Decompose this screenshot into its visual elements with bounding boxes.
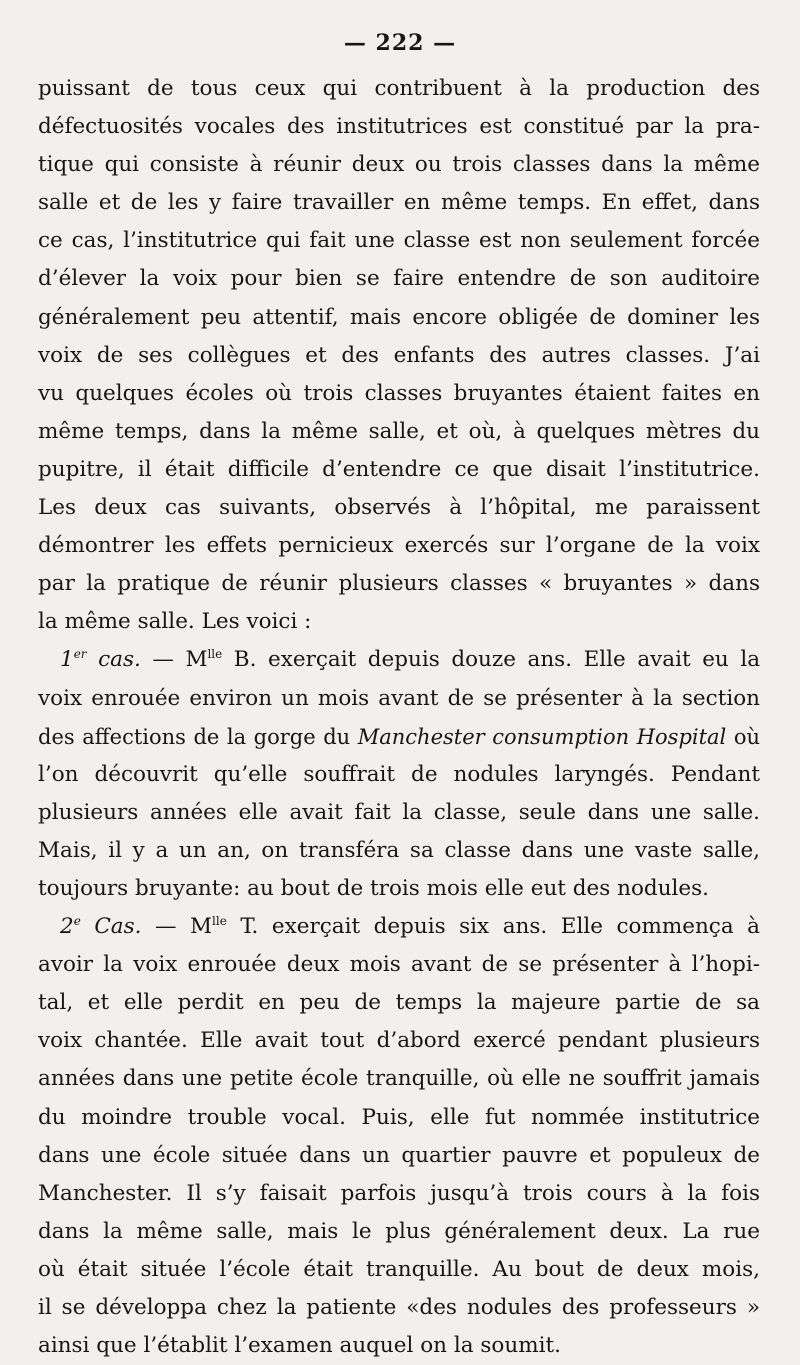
hospital-name: Manchester consumption Hospital [357, 724, 727, 749]
text-line: la même salle. Les voici : [38, 609, 312, 635]
text-line: ainsi que l’établit l’examen auquel on la soumit. [38, 1333, 561, 1359]
case-1-label [60, 647, 141, 672]
text-line: démontrer les effets pernicieux exercés sur l’organe de la voix [38, 533, 760, 559]
text-line: avoir la voix enrouée deux mois avant de se présenter à l’hopi- [38, 952, 760, 978]
text-line: salle et de les y faire travailler en même temps. En effet, dans [38, 190, 760, 216]
text-line: tique qui consiste à réunir deux ou trois classes dans la même [38, 152, 760, 178]
case-1-word: cas. [86, 647, 141, 673]
text-line: il se développa chez la patiente «des nodules des professeurs » [38, 1295, 760, 1320]
case-2-heading-line [38, 908, 760, 946]
case-1-heading-line [38, 641, 760, 679]
text-line: où était située l’école était tranquille. Au bout de deux mois, [38, 1256, 760, 1282]
case-1-ordinal: er [73, 647, 87, 662]
case-2-title: — M [141, 914, 213, 940]
case-2-ordinal: e [73, 913, 81, 928]
text-line: du moindre trouble vocal. Puis, elle fut nommée institutrice [38, 1104, 760, 1130]
text-line: tal, et elle perdit en peu de temps la majeure partie de sa [38, 990, 760, 1016]
text-line: Les deux cas suivants, observés à l’hôpital, me paraissent [38, 495, 760, 521]
case-2-first-line: T. exerçait depuis six ans. Elle commença à [226, 914, 760, 940]
text-line: par la pratique de réunir plusieurs classes « bruyantes » dans [38, 571, 760, 597]
text-line: voix chantée. Elle avait tout d’abord exercé pendant plusieurs [38, 1028, 760, 1054]
case-2-word: Cas. [80, 914, 142, 940]
case-1-title: — M [140, 647, 208, 673]
text-line: Manchester. Il s’y faisait parfois jusqu’à trois cours à la fois [38, 1180, 760, 1206]
text-line: puissant de tous ceux qui contribuent à la production des [38, 76, 760, 101]
text-line: ce cas, l’institutrice qui fait une classe est non seulement forcée [38, 228, 760, 254]
text-line: voix de ses collègues et des enfants des autres classes. J’ai [38, 342, 760, 368]
text-line: même temps, dans la même salle, et où, à quelques mètres du [38, 418, 760, 444]
text-line: pupitre, il était difficile d’entendre ce que disait l’institutrice. [38, 456, 760, 482]
case-2-title-sup: lle [212, 913, 227, 928]
text-line: années dans une petite école tranquille, où elle ne souffrit jamais [38, 1066, 760, 1092]
body-text [38, 70, 760, 1365]
text-line: l’on découvrit qu’elle souffrait de nodules laryngés. Pendant [38, 761, 760, 787]
text-line: Mais, il y a un an, on transféra sa classe dans une vaste salle, [38, 837, 760, 863]
text-line: voix enrouée environ un mois avant de se présenter à la section [38, 685, 760, 711]
case-2-number: 2 [60, 914, 74, 940]
text-line: dans la même salle, mais le plus généralement deux. La rue [38, 1218, 760, 1244]
text-line [38, 718, 760, 756]
text-line: plusieurs années elle avait fait la classe, seule dans une salle. [38, 799, 760, 825]
text-line: généralement peu attentif, mais encore obligée de dominer les [38, 304, 760, 330]
text-segment: où [726, 724, 760, 749]
case-1-title-sup: lle [207, 647, 223, 662]
text-line: toujours bruyante: au bout de trois mois elle eut des nodules. [38, 875, 710, 901]
text-line: défectuosités vocales des institutrices est constitué par la pra- [38, 114, 760, 140]
case-1-number: 1 [60, 647, 74, 673]
case-1-first-line: B. exerçait depuis douze ans. Elle avait eu la [222, 647, 761, 673]
case-2-label [60, 914, 141, 939]
text-line: dans une école située dans un quartier pauvre et populeux de [38, 1142, 760, 1168]
text-segment: des affections de la gorge du [38, 724, 358, 749]
text-line: d’élever la voix pour bien se faire entendre de son auditoire [38, 266, 760, 292]
text-line: vu quelques écoles où trois classes bruyantes étaient faites en [38, 380, 760, 406]
page-number: — 222 — [343, 30, 457, 56]
